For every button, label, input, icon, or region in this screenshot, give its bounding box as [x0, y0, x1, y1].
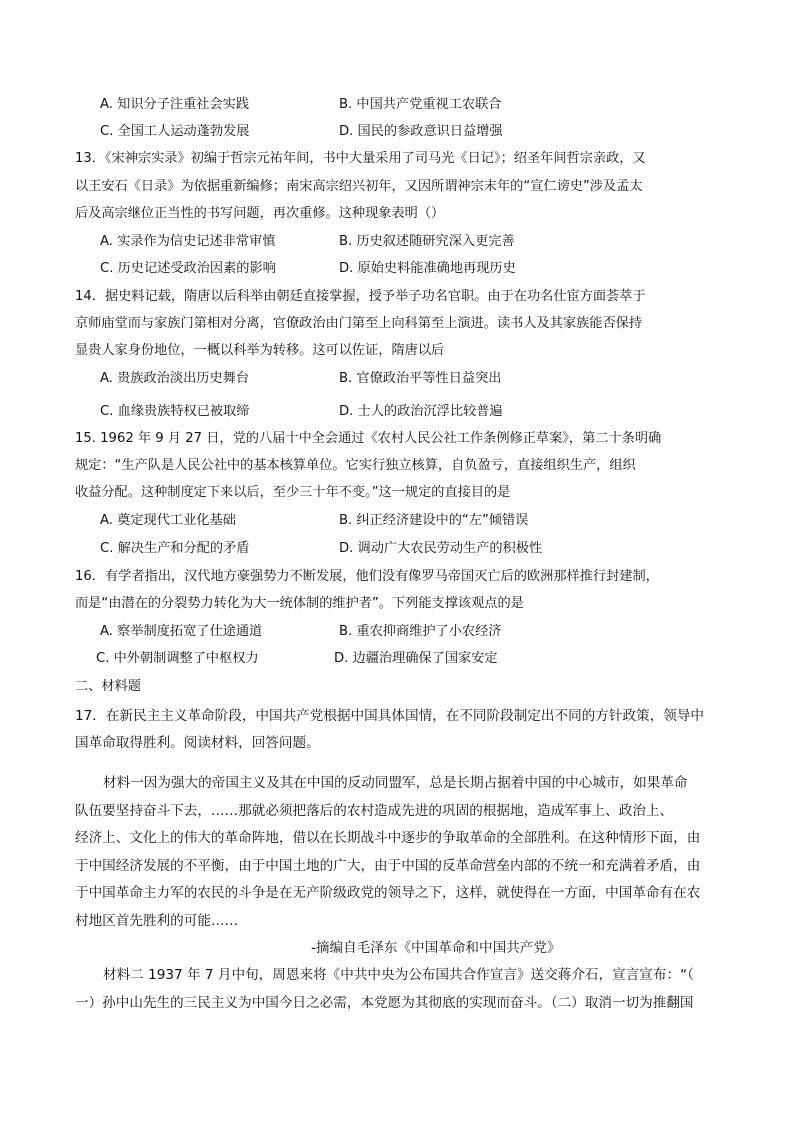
q16-option-d: D. 边疆治理确保了国家安定 — [334, 651, 498, 666]
q14-option-c: C. 血缘贵族特权已被取缔 — [100, 404, 250, 419]
material-1-line: 队伍要坚持奋斗下去，……那就必须把落后的农村造成先进的巩固的根据地，造成军事上、政治上、 — [75, 803, 674, 819]
q13-option-c: C. 历史记述受政治因素的影响 — [100, 261, 276, 276]
q14-stem-line: 京师庙堂而与家族门第相对分离，官僚政治由门第至上向科第至上演进。读书人及其家族能否保持 — [75, 316, 643, 331]
q15-option-c: C. 解决生产和分配的矛盾 — [100, 541, 250, 556]
q16-option-c: C. 中外朝制调整了中枢权力 — [96, 651, 259, 666]
q16-stem-line: 而是“由潜在的分裂势力转化为大一统体制的维护者”。下列能支撑该观点的是 — [75, 596, 524, 611]
material-1-line: 于中国革命主力军的农民的斗争是在无产阶级政党的领导之下，这样，就使得在一方面，中国革命有在农 — [75, 885, 701, 901]
q15-stem-line: 收益分配。这种制度定下来以后，至少三十年不变。”这一规定的直接目的是 — [75, 485, 511, 500]
q12-option-c: C. 全国工人运动蓬勃发展 — [100, 124, 250, 139]
q16-option-a: A. 察举制度拓宽了仕途通道 — [100, 624, 263, 639]
q13-option-b: B. 历史叙述随研究深入更完善 — [339, 234, 515, 249]
q13-stem-line: 后及高宗继位正当性的书写问题，再次重修。这种现象表明（） — [75, 206, 445, 221]
q14-stem-line: 显贵人家身份地位，一概以科举为转移。这可以佐证，隋唐以后 — [75, 343, 445, 358]
material-1-line: 材料一因为强大的帝国主义及其在中国的反动同盟军，总是长期占据着中国的中心城市，如果革命 — [103, 775, 688, 791]
q14-option-a: A. 贵族政治淡出历史舞台 — [100, 371, 250, 386]
q15-option-b: B. 纠正经济建设中的“左”倾错误 — [339, 513, 529, 528]
material-1-line: 经济上、文化上的伟大的革命阵地，借以在长期战斗中逐步的争取革命的全部胜利。在这种情形下面，由 — [75, 830, 701, 846]
section-heading: 二、材料题 — [75, 679, 141, 694]
material-1-source: -摘编自毛泽东《中国革命和中国共产党》 — [311, 940, 561, 956]
q17-stem-line: 17．在新民主主义革命阶段，中国共产党根据中国具体国情，在不同阶段制定出不同的方针政策，领导中 — [75, 708, 705, 724]
q13-option-a: A. 实录作为信史记述非常审慎 — [100, 234, 276, 249]
q16-option-b: B. 重农抑商维护了小农经济 — [339, 624, 502, 639]
q13-option-d: D. 原始史料能准确地再现历史 — [339, 261, 516, 276]
material-2-line: 材料二 1937 年 7 月中旬，周恩来将《中共中央为公布国共合作宣言》送交蒋介石，宣言宣布：“（ — [103, 967, 694, 983]
q15-stem-line: 15. 1962 年 9 月 27 日，党的八届十中全会通过《农村人民公社工作条例修正草案》，第二十条明确 — [75, 431, 662, 446]
q12-option-a: A. 知识分子注重社会实践 — [100, 97, 250, 112]
q14-option-b: B. 官僚政治平等性日益突出 — [339, 371, 502, 386]
q14-stem-line: 14．据史料记载，隋唐以后科举由朝廷直接掌握，授予举子功名官职。由于在功名仕宦方面荟萃于 — [75, 289, 646, 304]
q15-option-d: D. 调动广大农民劳动生产的积极性 — [339, 541, 543, 556]
q14-option-d: D. 士人的政治沉浮比较普遍 — [339, 404, 503, 419]
q15-option-a: A. 奠定现代工业化基础 — [100, 513, 236, 528]
material-1-line: 村地区首先胜利的可能…… — [75, 913, 239, 929]
q13-stem-line: 13．《宋神宗实录》初编于哲宗元祐年间，书中大量采用了司马光《日记》；绍圣年间哲宗亲政，又 — [75, 151, 646, 166]
q17-stem-line: 国革命取得胜利。阅读材料，回答问题。 — [75, 735, 320, 751]
material-2-line: 一）孙中山先生的三民主义为中国今日之必需，本党愿为其彻底的实现而奋斗。（二）取消一切为推翻国 — [75, 995, 694, 1011]
q16-stem-line: 16．有学者指出，汉代地方豪强势力不断发展，他们没有像罗马帝国灭亡后的欧洲那样推行封建制， — [75, 569, 659, 584]
q15-stem-line: 规定：“生产队是人民公社中的基本核算单位。它实行独立核算，自负盈亏，直接组织生产，组织 — [75, 458, 636, 473]
q12-option-b: B. 中国共产党重视工农联合 — [339, 97, 502, 112]
q12-option-d: D. 国民的参政意识日益增强 — [339, 124, 503, 139]
q13-stem-line: 以王安石《日录》为依据重新编修；南宋高宗绍兴初年，又因所谓神宗末年的“宣仁谤史”涉及孟太 — [75, 179, 643, 194]
material-1-line: 于中国经济发展的不平衡，由于中国土地的广大，由于中国的反革命营垒内部的不统一和充满着矛盾，由 — [75, 858, 701, 874]
